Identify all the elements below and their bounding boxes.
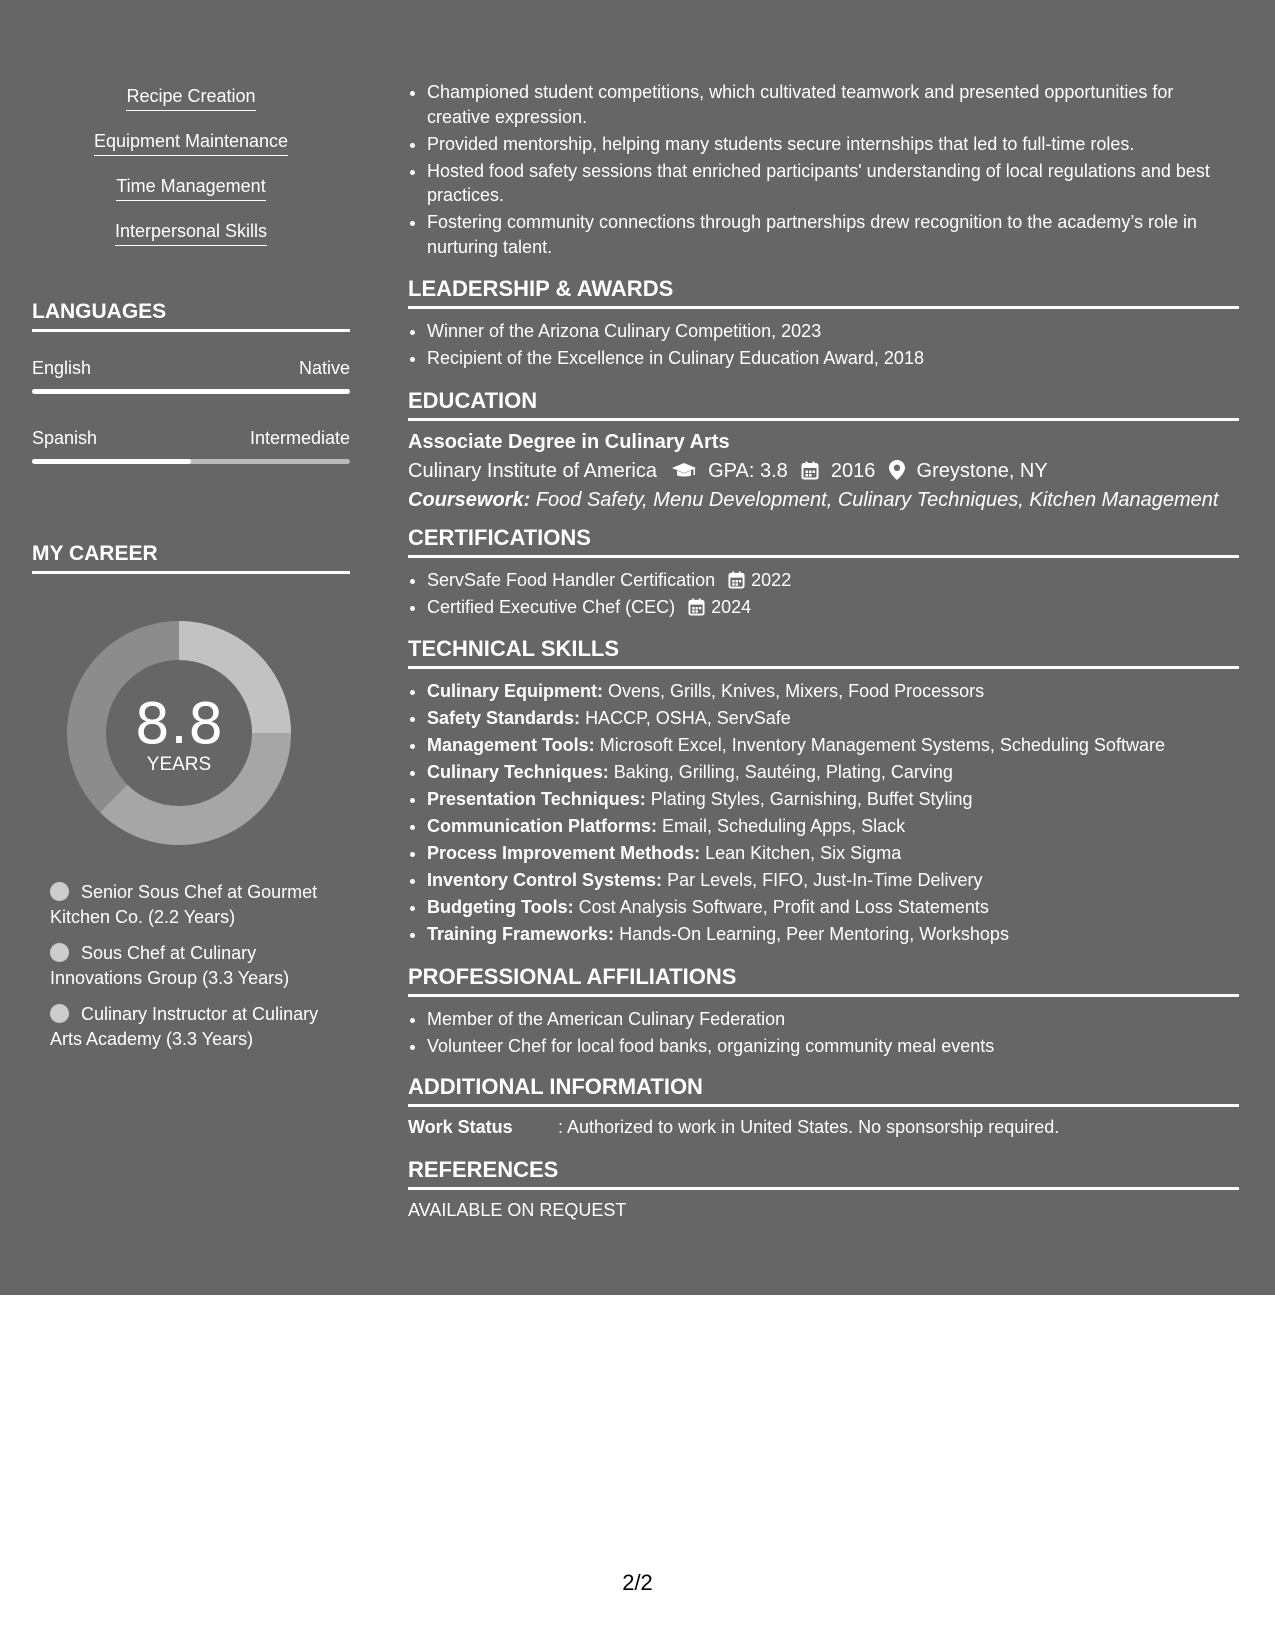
skill-values: Microsoft Excel, Inventory Management Systems, Scheduling Software <box>599 735 1165 755</box>
affiliations-heading: PROFESSIONAL AFFILIATIONS <box>408 964 1239 997</box>
gpa: GPA: 3.8 <box>708 460 788 482</box>
graduation-cap-icon <box>671 462 697 480</box>
skill-item <box>32 221 350 266</box>
certifications-heading: CERTIFICATIONS <box>408 525 1239 558</box>
language-level: Intermediate <box>249 428 350 448</box>
skill-item <box>32 86 350 131</box>
skill-category: Communication Platforms: <box>427 816 658 836</box>
experience-bullet: • Provided mentorship, helping many students secure internships that led to full-time roles. <box>427 132 1239 157</box>
leadership-heading: LEADERSHIP & AWARDS <box>408 276 1239 309</box>
skill-item <box>32 176 350 221</box>
skill-label: Time Management <box>116 176 265 201</box>
technical-skill-item <box>427 706 1239 731</box>
calendar-icon <box>688 598 705 616</box>
award-item: • Winner of the Arizona Culinary Competition, 2023 <box>427 319 1239 344</box>
skill-item <box>32 131 350 176</box>
skill-category: Management Tools: <box>427 735 595 755</box>
language-bar <box>32 459 350 464</box>
career-legend-item <box>50 941 350 990</box>
references-heading: REFERENCES <box>408 1157 1239 1190</box>
affiliations-section <box>408 964 1239 1061</box>
certifications-section <box>408 525 1239 622</box>
location-pin-icon <box>889 460 905 480</box>
skill-values: Email, Scheduling Apps, Slack <box>662 816 906 836</box>
skill-values: Hands-On Learning, Peer Mentoring, Workshops <box>619 924 1009 944</box>
education-details <box>408 460 1239 483</box>
graduation-year: 2016 <box>830 460 876 482</box>
legend-dot-icon <box>50 1004 69 1023</box>
references-section <box>408 1157 1239 1221</box>
technical-skill-item <box>427 679 1239 704</box>
skill-category: Budgeting Tools: <box>427 897 574 917</box>
leadership-section <box>408 276 1239 373</box>
technical-skill-item <box>427 841 1239 866</box>
certification-item <box>427 595 1239 620</box>
affiliation-item: • Member of the American Culinary Federation <box>427 1007 1239 1032</box>
school-name: Culinary Institute of America <box>408 460 657 482</box>
skill-label: Interpersonal Skills <box>115 221 267 246</box>
skill-category: Training Frameworks: <box>427 924 615 944</box>
languages-heading: LANGUAGES <box>32 300 350 332</box>
language-bar <box>32 389 350 394</box>
calendar-icon <box>728 571 745 589</box>
additional-info-heading: ADDITIONAL INFORMATION <box>408 1074 1239 1107</box>
skill-values: Plating Styles, Garnishing, Buffet Styling <box>650 789 973 809</box>
technical-skill-item <box>427 733 1239 758</box>
career-legend-item <box>50 880 350 929</box>
skill-category: Safety Standards: <box>427 708 581 728</box>
certification-year: 2024 <box>711 597 752 617</box>
skill-values: HACCP, OSHA, ServSafe <box>585 708 791 728</box>
career-label: Senior Sous Chef at Gourmet Kitchen Co. (2.2 Years) <box>50 882 318 927</box>
experience-bullet: • Fostering community connections through partnerships drew recognition to the academy’s role in nurturing talent. <box>427 210 1239 259</box>
affiliation-item: • Volunteer Chef for local food banks, organizing community meal events <box>427 1034 1239 1059</box>
technical-skills-section <box>408 636 1239 949</box>
school-location: Greystone, NY <box>916 460 1048 482</box>
career-total: 8.8 <box>134 692 224 757</box>
language-english <box>32 358 350 394</box>
language-bar-fill <box>32 459 191 464</box>
career-label: Sous Chef at Culinary Innovations Group (3.3 Years) <box>50 943 290 988</box>
degree-title: Associate Degree in Culinary Arts <box>408 431 730 453</box>
skill-values: Baking, Grilling, Sautéing, Plating, Carving <box>613 762 953 782</box>
language-name: Spanish <box>32 428 98 448</box>
technical-skill-item <box>427 895 1239 920</box>
award-item: • Recipient of the Excellence in Culinary Education Award, 2018 <box>427 346 1239 371</box>
skill-values: Lean Kitchen, Six Sigma <box>705 843 902 863</box>
education-heading: EDUCATION <box>408 388 1239 421</box>
work-status-row <box>408 1117 1239 1138</box>
career-legend <box>50 880 350 1063</box>
calendar-icon <box>801 461 819 480</box>
language-name: English <box>32 358 92 378</box>
legend-dot-icon <box>50 943 69 962</box>
certification-name: ServSafe Food Handler Certification <box>427 570 716 590</box>
coursework <box>408 489 1239 512</box>
certification-item <box>427 568 1239 593</box>
references-text: AVAILABLE ON REQUEST <box>408 1200 627 1220</box>
skill-category: Process Improvement Methods: <box>427 843 701 863</box>
skills-list <box>32 86 350 266</box>
education-section <box>408 388 1239 512</box>
work-status-label: Work Status <box>408 1117 513 1137</box>
technical-skill-item <box>427 760 1239 785</box>
technical-skill-item <box>427 787 1239 812</box>
skill-values: Cost Analysis Software, Profit and Loss Statements <box>578 897 989 917</box>
career-unit: YEARS <box>146 754 212 775</box>
page-number: 2/2 <box>622 1570 653 1595</box>
career-donut-chart <box>66 620 292 846</box>
technical-skill-item <box>427 868 1239 893</box>
skill-label: Equipment Maintenance <box>94 131 288 156</box>
skill-values: Par Levels, FIFO, Just-In-Time Delivery <box>667 870 983 890</box>
experience-bullet: • Hosted food safety sessions that enriched participants' understanding of local regulations and best practices. <box>427 159 1239 208</box>
technical-skills-heading: TECHNICAL SKILLS <box>408 636 1239 669</box>
experience-bullets <box>408 80 1239 262</box>
certification-year: 2022 <box>751 570 792 590</box>
skill-values: Ovens, Grills, Knives, Mixers, Food Processors <box>608 681 985 701</box>
additional-info-section <box>408 1074 1239 1138</box>
skill-category: Presentation Techniques: <box>427 789 646 809</box>
skill-category: Culinary Equipment: <box>427 681 604 701</box>
career-heading: MY CAREER <box>32 542 350 574</box>
coursework-list: Food Safety, Menu Development, Culinary Techniques, Kitchen Management <box>535 489 1219 511</box>
career-legend-item <box>50 1002 350 1051</box>
career-label: Culinary Instructor at Culinary Arts Academy (3.3 Years) <box>50 1004 319 1049</box>
experience-bullet: • Championed student competitions, which cultivated teamwork and presented opportunities for creative expression. <box>427 80 1239 129</box>
technical-skill-item <box>427 814 1239 839</box>
skill-category: Inventory Control Systems: <box>427 870 663 890</box>
language-level: Native <box>298 358 350 378</box>
coursework-label: Coursework: <box>408 489 531 511</box>
work-status-value: : Authorized to work in United States. No sponsorship required. <box>558 1117 1060 1137</box>
skill-category: Culinary Techniques: <box>427 762 609 782</box>
technical-skill-item <box>427 922 1239 947</box>
skill-label: Recipe Creation <box>126 86 255 111</box>
legend-dot-icon <box>50 882 69 901</box>
language-bar-fill <box>32 389 350 394</box>
certification-name: Certified Executive Chef (CEC) <box>427 597 676 617</box>
language-spanish <box>32 428 350 464</box>
